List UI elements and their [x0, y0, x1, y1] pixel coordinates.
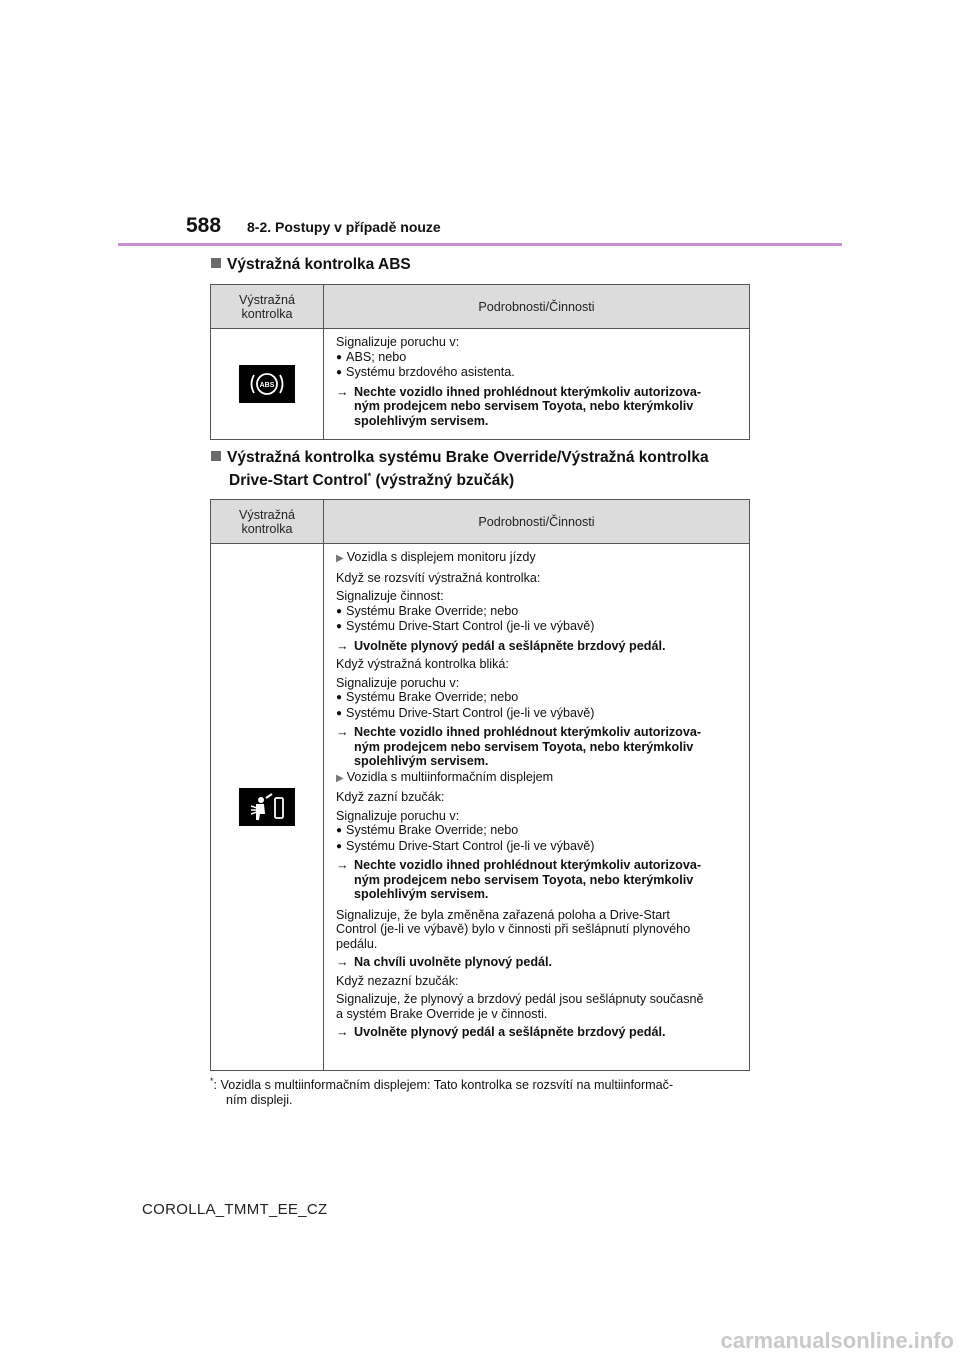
abs-heading: Výstražná kontrolka ABS	[211, 253, 771, 276]
arrow-right-icon: →	[336, 725, 349, 739]
shift-note: Signalizuje, že byla změněna zařazená poloha a Drive-Start Control (je-li ve výbavě) bylo v činnosti při sešlápnutí plynového pedálu.	[336, 907, 691, 951]
section-title: 8-2. Postupy v případě nouze	[247, 219, 441, 235]
col-details: Podrobnosti/Činnosti	[324, 500, 750, 544]
table-row	[211, 329, 750, 440]
arrow-right-icon: →	[336, 1025, 349, 1039]
icon-cell	[211, 329, 324, 440]
brake-override-table	[210, 499, 750, 1071]
icon-cell	[211, 544, 324, 1071]
arrow-right-icon: →	[336, 638, 349, 653]
both-pedals-note: Signalizuje, že plynový a brzdový pedál jsou sešlápnuty současně a systém Brake Override je v činnosti.	[336, 992, 704, 1021]
abs-warning-icon	[239, 365, 295, 403]
vehicle-type-label: ▶ Vozidla s multiinformačním displejem	[336, 769, 554, 784]
col-details: Podrobnosti/Činnosti	[324, 285, 750, 329]
details-cell: Signalizuje poruchu v: ● ABS; nebo ● Systému brzdového asistenta. → Nechte vozidlo ihned prohlédnout kterýmkoliv autorizova- ným prodejcem nebo servisem Toyota, nebo kterýmkoliv spolehlivým servisem.	[324, 329, 750, 440]
brake-override-warning-icon	[239, 788, 295, 826]
square-bullet-icon	[211, 258, 221, 268]
arrow-right-icon: →	[336, 955, 349, 969]
brake-override-heading: Výstražná kontrolka systému Brake Override/Výstražná kontrolka Drive-Start Control* (výstražný bzučák)	[211, 446, 771, 492]
table-row	[211, 544, 750, 1071]
footnote: *: Vozidla s multiinformačním displejem: Tato kontrolka se rozsvítí na multiinformač- ním displeji.	[210, 1075, 674, 1107]
table-header-row	[211, 500, 750, 544]
document-code: COROLLA_TMMT_EE_CZ	[142, 1201, 328, 1218]
watermark: carmanualsonline.info	[720, 1328, 954, 1353]
table-header-row	[211, 285, 750, 329]
action-text: → Nechte vozidlo ihned prohlédnout kterýmkoliv autorizova- ným prodejcem nebo servisem Toyota, nebo kterýmkoliv spolehlivým servisem.	[336, 725, 702, 768]
action-text: → Na chvíli uvolněte plynový pedál.	[336, 955, 553, 969]
square-bullet-icon	[211, 451, 221, 461]
arrow-right-icon: →	[336, 384, 349, 399]
triangle-right-icon: ▶	[336, 772, 344, 784]
col-warning-light: Výstražná kontrolka	[211, 500, 324, 544]
action-text: → Nechte vozidlo ihned prohlédnout kterýmkoliv autorizova- ným prodejcem nebo servisem Toyota, nebo kterýmkoliv spolehlivým servisem.	[336, 384, 702, 428]
page-number: 588	[186, 214, 222, 237]
svg-text:ABS: ABS	[259, 382, 275, 389]
action-text: → Uvolněte plynový pedál a sešlápněte brzdový pedál.	[336, 638, 666, 653]
triangle-right-icon: ▶	[336, 553, 344, 564]
arrow-right-icon: →	[336, 858, 349, 872]
col-warning-light: Výstražná kontrolka	[211, 285, 324, 329]
header-rule	[118, 243, 842, 246]
action-text: → Nechte vozidlo ihned prohlédnout kterýmkoliv autorizova- ným prodejcem nebo servisem Toyota, nebo kterýmkoliv spolehlivým servisem.	[336, 858, 702, 901]
details-cell: ▶ Vozidla s displejem monitoru jízdy Když se rozsvítí výstražná kontrolka: Signalizuje činnost: ● Systému Brake Override; nebo ● Systému Drive-Start Control (je-li ve výbavě) → Uvolněte plynový pedál a sešlápněte brzdový pedál. Když výstražná kontrolka bliká: Signalizuje poruchu v: ● Systému Brake Override; nebo ● Systému Drive-Start Control (je-li ve výbavě) → Nechte vozidlo ihned prohlédnout kterýmkoliv autorizova- ným prodejcem nebo servisem Toyota, nebo kterýmkoliv spolehlivým servisem. ▶ Vozidla s multiinformačním displejem Když zazní bzučák: Signalizuje poruchu v: ● Systému Brake Override; nebo ● Systému Drive-Start Control (je-li ve výbavě) → Nechte vozidlo ihned prohlédnout kterýmkoliv autorizova- ným prodejcem nebo servisem Toyota, nebo kterýmkoliv spolehlivým servisem. Signalizuje, že byla změněna zařazená poloha a Drive-Start Control (je-li ve výbavě) bylo v činnosti při sešlápnutí plynového pedálu. → Na chvíli uvolněte plynový pedál. Když nezazní bzučák: Signalizuje, že plynový a brzdový pedál jsou sešlápnuty současně a systém Brake Override je v činnosti. → Uvolněte plynový pedál a sešlápněte brzdový pedál.	[324, 544, 750, 1071]
abs-table	[210, 284, 750, 440]
action-text: → Uvolněte plynový pedál a sešlápněte brzdový pedál.	[336, 1025, 666, 1039]
vehicle-type-label: ▶ Vozidla s displejem monitoru jízdy	[336, 550, 536, 564]
